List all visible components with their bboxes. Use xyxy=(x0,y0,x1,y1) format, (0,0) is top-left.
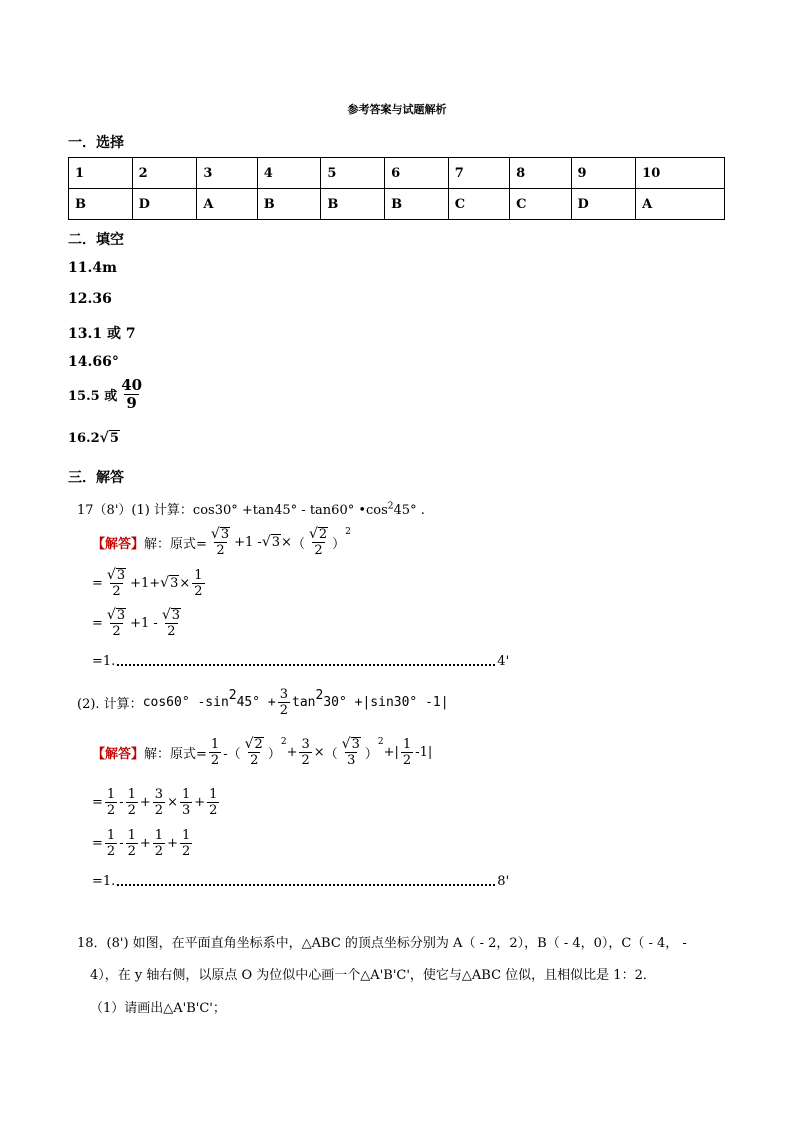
math-op: × xyxy=(167,795,178,810)
fraction xyxy=(119,378,144,411)
table-cell: D xyxy=(571,189,636,220)
q18-line-2: 4），在 y 轴右侧，以原点 O 为位似中心画一个△A'B'C'，使它与△ABC 位似，且相似比是 1：2． xyxy=(90,968,656,983)
fraction xyxy=(180,788,192,817)
table-cell: B xyxy=(321,189,385,220)
fraction: √ 3 2 xyxy=(161,607,181,639)
table-cell: 4 xyxy=(257,158,321,189)
fill-answer-11: 11.4m xyxy=(68,260,117,276)
fraction xyxy=(401,738,413,767)
score-mark: 8' xyxy=(497,874,510,889)
radicand: 3 xyxy=(170,576,179,591)
fraction-numerator: 3 xyxy=(154,787,164,802)
exponent: 2 xyxy=(228,688,237,703)
table-cell: 10 xyxy=(636,158,725,189)
radicand: 3 xyxy=(220,527,230,542)
table-cell: C xyxy=(510,189,571,220)
fraction-numerator: 1 xyxy=(154,828,164,843)
exponent: 2 xyxy=(387,501,394,512)
math-text: cos60° -sin xyxy=(142,695,229,710)
fraction-denominator: 2 xyxy=(194,583,203,599)
dotted-leader xyxy=(117,658,495,666)
solution-tag: 【解答】 xyxy=(92,746,145,762)
fraction-numerator: 1 xyxy=(127,828,136,843)
fraction-denominator: 2 xyxy=(154,803,164,818)
fraction-numerator: 1 xyxy=(194,567,203,583)
table-cell: C xyxy=(448,189,509,220)
table-cell: D xyxy=(132,189,197,220)
sqrt: √ 5 xyxy=(99,430,119,446)
fraction-denominator: 2 xyxy=(314,543,323,558)
math-text: 30° +|sin30° -1| xyxy=(323,695,449,710)
fill-answer-13: 13.1 或 7 xyxy=(68,326,136,342)
fraction xyxy=(153,829,165,858)
fraction xyxy=(299,738,311,767)
q17-part2-label: (2). 计算： xyxy=(77,697,143,712)
q17-solution-line-3: = √ 3 2 +1 - √ 3 2 xyxy=(92,608,185,638)
fill-16-prefix: 16.2 xyxy=(68,430,100,446)
fraction-numerator: 1 xyxy=(209,787,218,802)
math-text: tan xyxy=(292,695,316,710)
fraction-numerator: 1 xyxy=(402,736,412,752)
exponent: 2 xyxy=(377,737,384,747)
fraction-denominator: 2 xyxy=(127,803,136,818)
table-cell: A xyxy=(197,189,257,220)
fraction xyxy=(126,829,138,858)
solution-start: 解：原式= xyxy=(144,746,207,762)
table-cell: 6 xyxy=(385,158,449,189)
fraction-denominator: 2 xyxy=(209,803,218,818)
table-cell: 2 xyxy=(132,158,197,189)
fraction-denominator: 2 xyxy=(210,752,220,768)
math-op: × xyxy=(281,534,292,550)
math-op: +1+ xyxy=(130,575,161,591)
fraction: √ 3 2 xyxy=(210,526,230,558)
fraction-numerator: 1 xyxy=(106,828,116,843)
result-text: =1. xyxy=(92,654,116,669)
radicand: 3 xyxy=(171,608,181,623)
fraction xyxy=(153,788,165,817)
fraction-numerator: 1 xyxy=(181,828,191,843)
choice-answer-table xyxy=(68,157,725,220)
fraction xyxy=(180,829,192,858)
table-cell: 5 xyxy=(321,158,385,189)
section-solve-heading: 三．解答 xyxy=(68,470,124,486)
page-title: 参考答案与试题解析 xyxy=(347,103,447,116)
exponent: 2 xyxy=(315,688,324,703)
q17-part2-solution-line-2: = $\frac{1}{2}$ - $\frac{1}{2}$ + $\frac{3}{2}$ × $\frac{1}{3}$ + $\frac{1}{2}$ xyxy=(92,787,218,818)
fill-answer-12: 12.36 xyxy=(68,291,112,307)
math-op: +1 - xyxy=(234,534,262,550)
fraction-denominator: 2 xyxy=(181,844,191,859)
fraction xyxy=(126,788,138,817)
q17-text-tail: 45° . xyxy=(393,503,425,518)
table-cell: B xyxy=(69,189,133,220)
exponent: 2 xyxy=(345,527,351,537)
fraction xyxy=(209,738,221,767)
fraction xyxy=(207,788,219,817)
fill-answer-16 xyxy=(68,430,120,446)
q17-solution-line-1: 【解答】 解：原式= √ 3 2 +1 - √ 3 × （ √ 2 2 ） $^2$ xyxy=(92,526,351,558)
fill-answer-15 xyxy=(68,378,146,411)
fraction-denominator: 2 xyxy=(112,624,121,639)
fraction xyxy=(105,829,117,858)
exponent: 2 xyxy=(280,737,287,747)
fraction-numerator: 3 xyxy=(301,736,310,752)
q17-solution-line-2: = √ 3 2 +1+ √ 3 × $\frac{1}{2}$ xyxy=(92,567,203,599)
table-cell: 3 xyxy=(197,158,257,189)
fraction: √ 2 2 xyxy=(244,736,263,768)
fraction: √ 3 3 xyxy=(341,736,360,768)
radicand: 3 xyxy=(351,737,360,752)
radicand: 2 xyxy=(318,527,328,542)
q17-part2-solution-line-1: 【解答】 解：原式= $\frac{1}{2}$ -（ √ 2 2 ） $^2$ + $\frac{3}{2}$ × （ √ 3 3 ） $^2$ +| $\frac{1}{2}$ -1| xyxy=(92,736,433,768)
table-cell: A xyxy=(636,189,725,220)
fraction: √ 2 2 xyxy=(308,526,328,558)
q17-part1-question xyxy=(77,499,425,518)
radicand: 2 xyxy=(254,737,263,752)
table-row-numbers xyxy=(69,158,725,189)
fraction-denominator: 2 xyxy=(216,543,225,558)
result-text: =1. xyxy=(92,874,116,889)
fraction-denominator: 2 xyxy=(106,844,116,859)
q17-part2-solution-line-3: = $\frac{1}{2}$ - $\frac{1}{2}$ + $\frac{1}{2}$ + $\frac{1}{2}$ xyxy=(92,828,191,859)
q18-line-3: （1）请画出△A'B'C'； xyxy=(90,1001,226,1016)
radicand: 3 xyxy=(271,535,281,550)
fraction-denominator: 2 xyxy=(154,844,164,859)
q17-result-line-2 xyxy=(92,874,509,889)
fraction-denominator: 2 xyxy=(301,752,310,768)
section-choice-heading: 一．选择 xyxy=(68,135,124,151)
fraction-denominator: 9 xyxy=(126,394,137,412)
fraction-denominator: 3 xyxy=(347,753,356,768)
fraction-denominator: 3 xyxy=(181,803,191,818)
radicand: 3 xyxy=(116,608,126,623)
table-cell: 7 xyxy=(448,158,509,189)
q18-line-1: 18．(8') 如图，在平面直角坐标系中，△ABC 的顶点坐标分别为 A（ - 2，2），B（ - 4，0），C（ - 4， - xyxy=(77,936,687,951)
q17-part2-question xyxy=(77,688,449,717)
table-cell: B xyxy=(385,189,449,220)
fraction xyxy=(278,688,290,717)
fill-answer-14: 14.66° xyxy=(68,354,119,370)
fraction xyxy=(105,788,117,817)
fraction-denominator: 2 xyxy=(112,584,121,599)
fraction-denominator: 2 xyxy=(402,752,412,768)
fraction-numerator: 1 xyxy=(127,787,136,802)
section-fill-heading: 二．填空 xyxy=(68,232,124,248)
fraction-denominator: 2 xyxy=(167,624,176,639)
dotted-leader xyxy=(117,878,495,886)
fraction-numerator: 1 xyxy=(181,787,191,802)
table-cell: B xyxy=(257,189,321,220)
table-cell: 1 xyxy=(69,158,133,189)
q17-result-line-1 xyxy=(92,654,509,669)
fraction-denominator: 2 xyxy=(106,803,116,818)
radicand: 3 xyxy=(116,568,126,583)
sqrt: √ 3 xyxy=(261,534,281,550)
fraction-numerator: 1 xyxy=(106,787,116,802)
fraction-numerator: 1 xyxy=(210,736,220,752)
fraction-denominator: 2 xyxy=(279,703,289,718)
q17-text: 17（8'）(1) 计算：cos30° +tan45° - tan60° •cos xyxy=(77,503,388,518)
table-cell: 8 xyxy=(510,158,571,189)
math-op: +1 - xyxy=(130,615,158,631)
fraction-denominator: 2 xyxy=(127,844,136,859)
fill-15-prefix: 15.5 或 xyxy=(68,389,118,404)
table-cell: 9 xyxy=(571,158,636,189)
fraction xyxy=(192,569,204,598)
sqrt: √ 3 xyxy=(160,575,179,591)
radicand: 5 xyxy=(109,431,119,446)
math-op: × xyxy=(313,744,325,760)
fraction: √ 3 2 xyxy=(106,567,126,599)
fraction-numerator: 3 xyxy=(279,687,289,702)
math-text: 45° + xyxy=(236,695,276,710)
solution-start: 解：原式= xyxy=(144,536,207,552)
score-mark: 4' xyxy=(497,654,510,669)
fraction-numerator: 40 xyxy=(121,376,143,394)
table-row-answers xyxy=(69,189,725,220)
solution-tag: 【解答】 xyxy=(92,536,145,552)
math-op: × xyxy=(179,575,191,591)
fraction-denominator: 2 xyxy=(250,753,259,768)
fraction: √ 3 2 xyxy=(106,607,126,639)
